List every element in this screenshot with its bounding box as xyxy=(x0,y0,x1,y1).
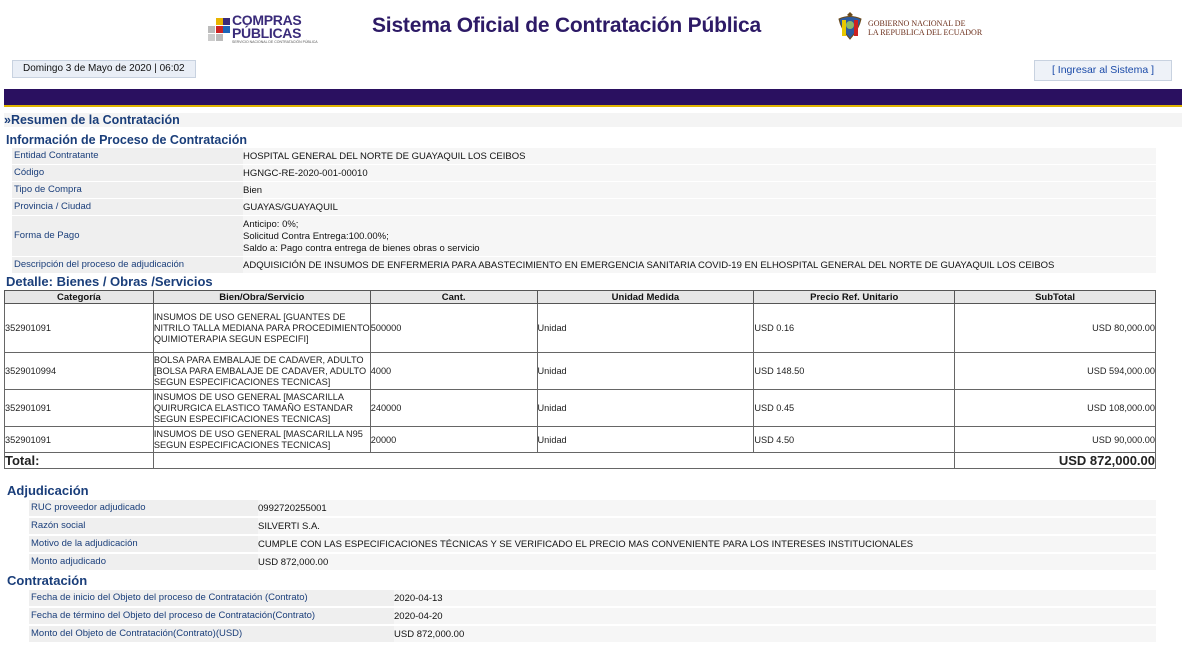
cell-cant: 20000 xyxy=(370,427,537,453)
cell-precio: USD 4.50 xyxy=(754,427,955,453)
adjudicacion-section-title: Adjudicación xyxy=(7,483,89,498)
col-header-categoria: Categoría xyxy=(5,291,154,304)
site-title: Sistema Oficial de Contratación Pública xyxy=(372,14,761,37)
government-logo xyxy=(836,10,986,44)
info-row-descripcion: Descripción del proceso de adjudicación ADQUISICIÓN DE INSUMOS DE ENFERMERIA PARA ABASTECIMIENTO EN EMERGENCIA SANITARIA COVID-19 EN ELHOSPITAL GENERAL DEL NORTE DE GUAYAQUIL LOS CEIBOS xyxy=(12,257,1156,274)
page-header xyxy=(0,0,1182,60)
cell-categoria: 352901091 xyxy=(5,427,154,453)
info-row-provincia: Provincia / Ciudad GUAYAS/GUAYAQUIL xyxy=(12,199,1156,216)
adj-row-monto: Monto adjudicado USD 872,000.00 xyxy=(29,554,1156,571)
logo-brand-text: COMPRAS PÚBLICAS xyxy=(232,12,302,41)
cell-categoria: 352901091 xyxy=(5,304,154,353)
col-header-bien: Bien/Obra/Servicio xyxy=(153,291,370,304)
cell-bien: INSUMOS DE USO GENERAL [MASCARILLA N95 SEGUN ESPECIFICACIONES TECNICAS] xyxy=(153,427,370,453)
cell-subtotal: USD 594,000.00 xyxy=(955,353,1156,390)
total-label: Total: xyxy=(5,453,154,469)
cell-bien: INSUMOS DE USO GENERAL [MASCARILLA QUIRURGICA ELASTICO TAMAÑO ESTANDAR SEGUN ESPECIFICACIONES TECNICAS] xyxy=(153,390,370,427)
table-row xyxy=(5,304,1156,353)
cell-cant: 4000 xyxy=(370,353,537,390)
contr-row-inicio: Fecha de inicio del Objeto del proceso de Contratación (Contrato) 2020-04-13 xyxy=(29,590,1156,607)
contr-row-termino: Fecha de término del Objeto del proceso de Contratación(Contrato) 2020-04-20 xyxy=(29,608,1156,625)
cell-subtotal: USD 90,000.00 xyxy=(955,427,1156,453)
cell-bien: BOLSA PARA EMBALAJE DE CADAVER, ADULTO [BOLSA PARA EMBALAJE DE CADAVER, ADULTO SEGUN ESPECIFICACIONES TECNICAS] xyxy=(153,353,370,390)
info-section-title: Información de Proceso de Contratación xyxy=(6,133,248,147)
cell-precio: USD 0.16 xyxy=(754,304,955,353)
logo-squares-icon xyxy=(208,18,230,42)
col-header-cant: Cant. xyxy=(370,291,537,304)
adj-row-ruc: RUC proveedor adjudicado 0992720255001 xyxy=(29,500,1156,517)
info-row-tipo: Tipo de Compra Bien xyxy=(12,182,1156,199)
detalle-section-title: Detalle: Bienes / Obras /Servicios xyxy=(6,274,213,289)
contratacion-section-title: Contratación xyxy=(7,573,88,588)
cell-unidad: Unidad xyxy=(537,427,754,453)
contr-row-monto: Monto del Objeto de Contratación(Contrato)(USD) USD 872,000.00 xyxy=(29,626,1156,643)
adj-row-razon: Razón social SILVERTI S.A. xyxy=(29,518,1156,535)
detalle-table xyxy=(4,290,1156,469)
total-row xyxy=(5,453,1156,469)
cell-precio: USD 148.50 xyxy=(754,353,955,390)
cell-categoria: 352901091 xyxy=(5,390,154,427)
table-row xyxy=(5,353,1156,390)
cell-categoria: 3529010994 xyxy=(5,353,154,390)
cell-subtotal: USD 108,000.00 xyxy=(955,390,1156,427)
table-row xyxy=(5,427,1156,453)
table-row xyxy=(5,390,1156,427)
col-header-precio: Precio Ref. Unitario xyxy=(754,291,955,304)
col-header-subtotal: SubTotal xyxy=(955,291,1156,304)
cell-cant: 240000 xyxy=(370,390,537,427)
adj-row-motivo: Motivo de la adjudicación CUMPLE CON LAS ESPECIFICACIONES TÉCNICAS Y SE VERIFICADO EL PRECIO MAS CONVENIENTE PARA LOS INTERESES INSTITUCIONALES xyxy=(29,536,1156,553)
cell-unidad: Unidad xyxy=(537,353,754,390)
logo-tagline: SERVICIO NACIONAL DE CONTRATACIÓN PÚBLICA xyxy=(232,40,318,44)
current-date: Domingo 3 de Mayo de 2020 | 06:02 xyxy=(12,60,196,78)
cell-unidad: Unidad xyxy=(537,304,754,353)
info-row-codigo: Código HGNGC-RE-2020-001-00010 xyxy=(12,165,1156,182)
cell-subtotal: USD 80,000.00 xyxy=(955,304,1156,353)
col-header-unidad: Unidad Medida xyxy=(537,291,754,304)
info-row-forma-pago: Forma de Pago Anticipo: 0%; Solicitud Contra Entrega:100.00%; Saldo a: Pago contra entrega de bienes obras o servicio xyxy=(12,216,1156,257)
table-header-row xyxy=(5,291,1156,304)
resumen-title: »Resumen de la Contratación xyxy=(4,113,1182,127)
coat-of-arms-icon xyxy=(836,10,864,42)
compras-publicas-logo[interactable] xyxy=(208,12,318,46)
cell-cant: 500000 xyxy=(370,304,537,353)
total-value: USD 872,000.00 xyxy=(955,453,1156,469)
login-link[interactable]: [ Ingresar al Sistema ] xyxy=(1034,60,1172,81)
cell-unidad: Unidad xyxy=(537,390,754,427)
cell-bien: INSUMOS DE USO GENERAL [GUANTES DE NITRILO TALLA MEDIANA PARA PROCEDIMIENTO QUIMIOTERAPIA SEGUN ESPECIFI] xyxy=(153,304,370,353)
header-bar xyxy=(4,89,1182,107)
info-row-entidad: Entidad Contratante HOSPITAL GENERAL DEL NORTE DE GUAYAQUIL LOS CEIBOS xyxy=(12,148,1156,165)
cell-precio: USD 0.45 xyxy=(754,390,955,427)
government-name: GOBIERNO NACIONAL DE LA REPUBLICA DEL ECUADOR xyxy=(868,19,983,37)
